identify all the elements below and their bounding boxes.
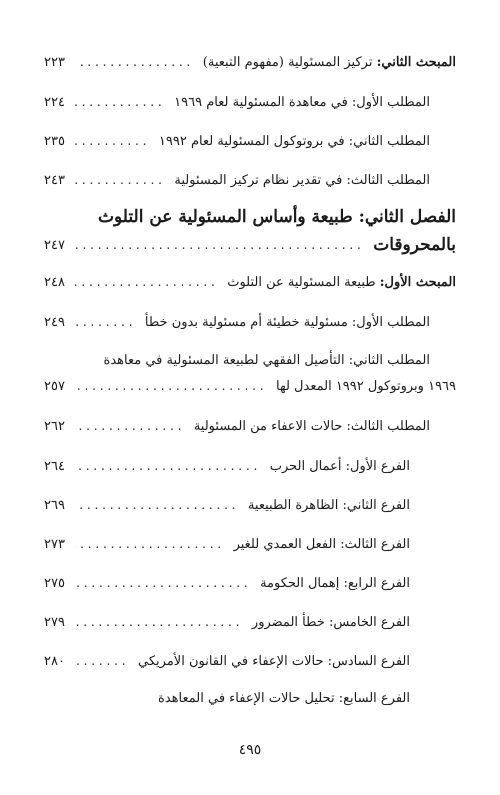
toc-entry-label: المطلب الثالث: حالات الاعفاء من المسئولية bbox=[193, 418, 430, 434]
toc-entry bbox=[44, 414, 430, 438]
toc-entry-label: الفرع السادس: حالات الإعفاء في القانون الأمريكي bbox=[138, 653, 410, 669]
toc-entry-label: المطلب الثالث: في تقدير نظام تركيز المسئولية bbox=[174, 172, 430, 188]
toc-page-number: ٢٦٩ bbox=[44, 497, 65, 513]
toc-entry-label: الفرع الثالث: الفعل العمدي للغير bbox=[233, 536, 410, 552]
toc-page-number: ٢٣٥ bbox=[44, 133, 65, 149]
toc-entry-label: المطلب الثاني: في بروتوكول المسئولية لعام ١٩٩٢ bbox=[158, 133, 430, 149]
dot-leader bbox=[75, 499, 238, 512]
toc-entry-line bbox=[44, 348, 430, 372]
toc-entry-label: المطلب الأول: مسئولية خطيئة أم مسئولية بدون خطأ bbox=[144, 314, 430, 330]
toc-entry bbox=[44, 493, 410, 517]
toc-entry bbox=[44, 649, 410, 673]
toc-entry-label: المطلب الأول: في معاهدة المسئولية لعام ١٩٦٩ bbox=[174, 94, 430, 110]
toc-entry bbox=[44, 233, 456, 257]
dot-leader bbox=[75, 577, 250, 590]
dot-leader bbox=[75, 316, 135, 329]
toc-entry bbox=[44, 310, 430, 334]
toc-entry-label: الفرع الأول: أعمال الحرب bbox=[269, 458, 410, 474]
dot-leader bbox=[75, 239, 363, 252]
toc-page-number: ٢٤٧ bbox=[44, 237, 65, 253]
toc-page-number: ٢٢٣ bbox=[44, 54, 65, 70]
toc-page-number: ٢٦٤ bbox=[44, 458, 65, 474]
toc-entry bbox=[44, 90, 430, 114]
toc-entry bbox=[44, 270, 456, 294]
dot-leader bbox=[75, 616, 242, 629]
dot-leader bbox=[75, 56, 193, 69]
toc-entry-label: بالمحروقات bbox=[373, 235, 456, 255]
toc-entry bbox=[44, 129, 430, 153]
dot-leader bbox=[75, 96, 164, 109]
toc-entry bbox=[44, 454, 410, 478]
dot-leader bbox=[75, 538, 224, 551]
toc-entry-label: ١٩٦٩ وبروتوكول ١٩٩٢ المعدل لها bbox=[276, 378, 456, 394]
toc-entry bbox=[44, 374, 456, 398]
dot-leader bbox=[75, 135, 149, 148]
toc-entry bbox=[44, 50, 456, 74]
dot-leader bbox=[75, 655, 128, 668]
toc-page-number: ٢٤٨ bbox=[44, 274, 65, 290]
toc-entry-label: المطلب الثاني: التأصيل الفقهي لطبيعة المسئولية في معاهدة bbox=[103, 352, 430, 368]
toc-page-number: ٢٨٠ bbox=[44, 653, 65, 669]
toc-entry-label: المبحث الثاني: تركيز المسئولية (مفهوم التبعية) bbox=[202, 54, 456, 70]
toc-entry-label: المبحث الأول: طبيعة المسئولية عن التلوث bbox=[227, 274, 456, 290]
toc-page-number: ٢٧٥ bbox=[44, 575, 65, 591]
dot-leader bbox=[75, 420, 184, 433]
page-number: ٤٩٥ bbox=[238, 742, 262, 758]
toc-entry bbox=[44, 532, 410, 556]
toc-entry-label: الفرع الثاني: الظاهرة الطبيعية bbox=[247, 497, 410, 513]
toc-page-number: ٢٧٩ bbox=[44, 614, 65, 630]
toc-page-number: ٢٤٣ bbox=[44, 172, 65, 188]
toc-entry-label: الفرع السابع: تحليل حالات الإعفاء في المعاهدة bbox=[158, 690, 410, 706]
toc-entry-label: الفرع الخامس: خطأ المضرور bbox=[251, 614, 410, 630]
toc-entry bbox=[44, 686, 410, 710]
dot-leader bbox=[75, 380, 266, 393]
dot-leader bbox=[75, 460, 260, 473]
toc-page-number: ٢٦٢ bbox=[44, 418, 65, 434]
toc-page-number: ٢٢٤ bbox=[44, 94, 65, 110]
toc-entry bbox=[44, 571, 410, 595]
dot-leader bbox=[75, 276, 217, 289]
toc-entry-label: الفرع الرابع: إهمال الحكومة bbox=[260, 575, 410, 591]
toc-entry bbox=[44, 168, 430, 192]
toc-page-number: ٢٧٣ bbox=[44, 536, 65, 552]
toc-entry bbox=[44, 610, 410, 634]
toc-chapter-heading bbox=[44, 205, 456, 229]
toc-page-number: ٢٥٧ bbox=[44, 378, 65, 394]
toc-page-number: ٢٤٩ bbox=[44, 314, 65, 330]
toc-entry-label: الفصل الثاني: طبيعة وأساس المسئولية عن التلوث bbox=[98, 207, 456, 227]
dot-leader bbox=[75, 174, 164, 187]
